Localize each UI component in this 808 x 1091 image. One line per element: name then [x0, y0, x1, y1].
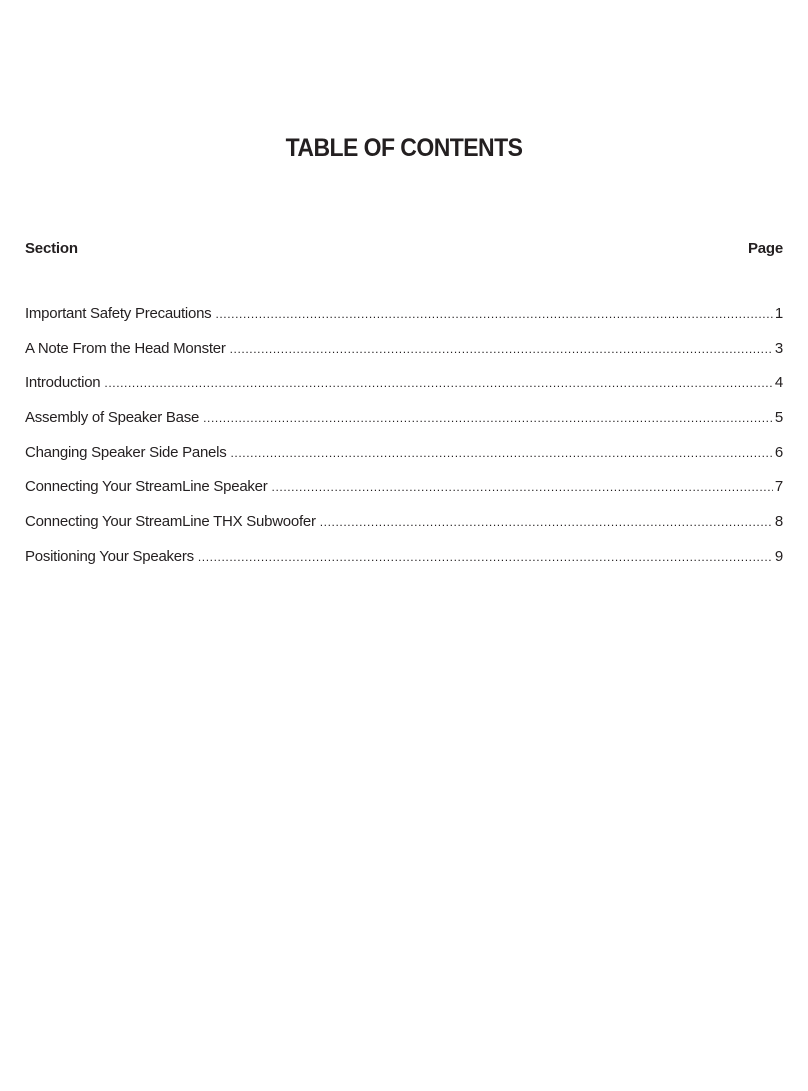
toc-entry-label: Changing Speaker Side Panels [25, 443, 227, 461]
toc-column-headers [25, 240, 783, 257]
toc-entry-page: 5 [774, 409, 783, 427]
page-title: TABLE OF CONTENTS [285, 134, 523, 162]
toc-entry-page: 9 [774, 547, 783, 565]
toc-entry[interactable] [25, 548, 783, 583]
toc-entry-page: 8 [774, 513, 783, 531]
toc-entry-label: Connecting Your StreamLine THX Subwoofer [25, 513, 316, 531]
dot-leader [320, 515, 773, 529]
toc-entry-label: A Note From the Head Monster [25, 339, 226, 357]
dot-leader [230, 342, 773, 356]
dot-leader [230, 446, 772, 460]
dot-leader [272, 480, 773, 494]
toc-entry[interactable] [25, 340, 783, 375]
toc-entry-page: 6 [774, 443, 783, 461]
toc-entry-page: 1 [774, 305, 783, 322]
page-column-header: Page [747, 240, 783, 257]
toc-entry-page: 7 [774, 478, 783, 496]
section-column-header: Section [25, 240, 78, 257]
dot-leader [198, 550, 773, 564]
toc-entry[interactable] [25, 444, 783, 479]
dot-leader [203, 411, 773, 425]
dot-leader [215, 307, 772, 321]
table-of-contents-list [25, 305, 783, 583]
toc-entry[interactable] [25, 374, 783, 409]
toc-entry-label: Positioning Your Speakers [25, 547, 194, 565]
toc-entry-label: Introduction [25, 374, 101, 392]
toc-entry-label: Connecting Your StreamLine Speaker [25, 478, 268, 496]
dot-leader [104, 376, 773, 390]
toc-entry-page: 4 [774, 374, 783, 392]
toc-entry[interactable] [25, 305, 783, 340]
toc-entry[interactable] [25, 513, 783, 548]
toc-entry[interactable] [25, 478, 783, 513]
toc-entry[interactable] [25, 409, 783, 444]
toc-entry-label: Assembly of Speaker Base [25, 409, 200, 427]
toc-entry-label: Important Safety Precautions [25, 305, 212, 322]
toc-entry-page: 3 [774, 339, 783, 357]
